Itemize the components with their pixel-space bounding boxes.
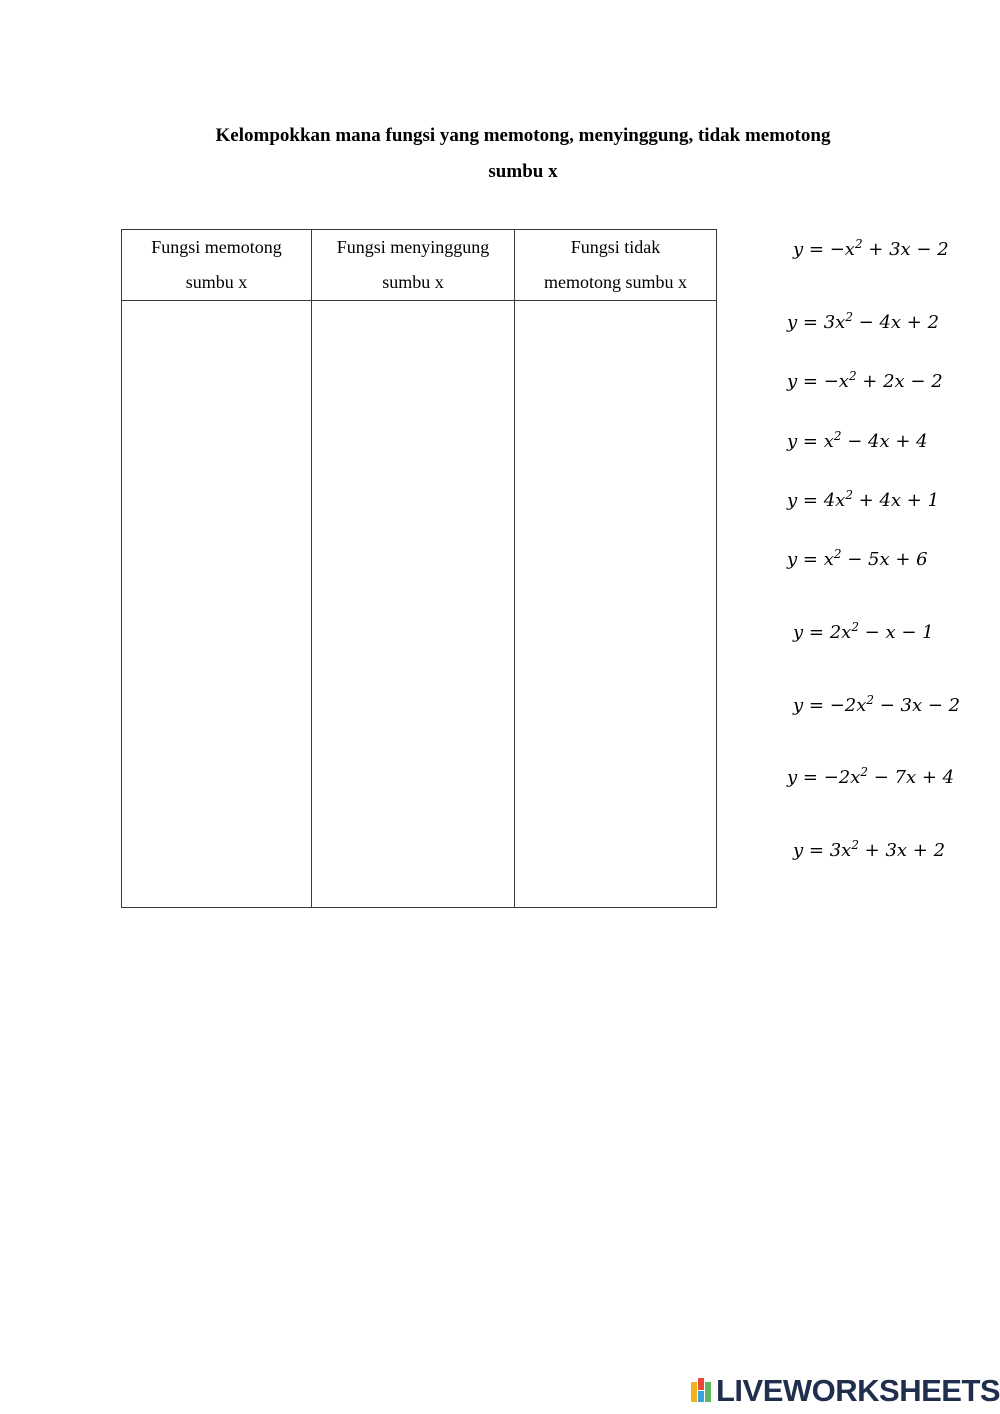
liveworksheets-wordmark: LIVEWORKSHEETS: [716, 1373, 1000, 1408]
drop-zone-cuts-x-axis[interactable]: [122, 301, 312, 908]
title-line-2: sumbu x: [488, 161, 558, 182]
equation-card[interactable]: $y = x^2 - 4x + 4$: [787, 429, 928, 452]
equation-card[interactable]: $y = 4x^2 + 4x + 1$: [787, 488, 940, 511]
liveworksheets-logo-icon: [691, 1378, 713, 1404]
column-header-cuts-x-axis: Fungsi memotong sumbu x: [122, 230, 312, 301]
logo-bar-3: [698, 1391, 704, 1402]
column-header-touches-x-axis: Fungsi menyinggung sumbu x: [312, 230, 515, 301]
logo-bar-2: [698, 1378, 704, 1390]
column-header-does-not-cut-x-axis: Fungsi tidak memotong sumbu x: [515, 230, 717, 301]
equation-card[interactable]: $y = -x^2 + 2x - 2$: [787, 369, 943, 392]
sorting-table: [121, 229, 717, 908]
equation-card[interactable]: $y = 3x^2 + 3x + 2$: [793, 838, 946, 861]
liveworksheets-watermark: [691, 1374, 1000, 1408]
logo-bar-4: [705, 1382, 711, 1402]
equation-card[interactable]: $y = -2x^2 - 3x - 2$: [793, 693, 961, 716]
worksheet-title: [120, 118, 926, 190]
logo-bar-1: [691, 1382, 697, 1402]
drop-zone-does-not-cut-x-axis[interactable]: [515, 301, 717, 908]
equation-card[interactable]: $y = -2x^2 - 7x + 4$: [787, 765, 955, 788]
equation-card[interactable]: $y = 3x^2 - 4x + 2$: [787, 310, 940, 333]
title-line-1: Kelompokkan mana fungsi yang memotong, menyinggung, tidak memotong: [215, 125, 831, 146]
equation-card[interactable]: $y = 2x^2 - x - 1$: [793, 620, 934, 643]
equation-card[interactable]: $y = x^2 - 5x + 6$: [787, 547, 928, 570]
equation-card[interactable]: $y = -x^2 + 3x - 2$: [793, 237, 949, 260]
drop-zone-touches-x-axis[interactable]: [312, 301, 515, 908]
